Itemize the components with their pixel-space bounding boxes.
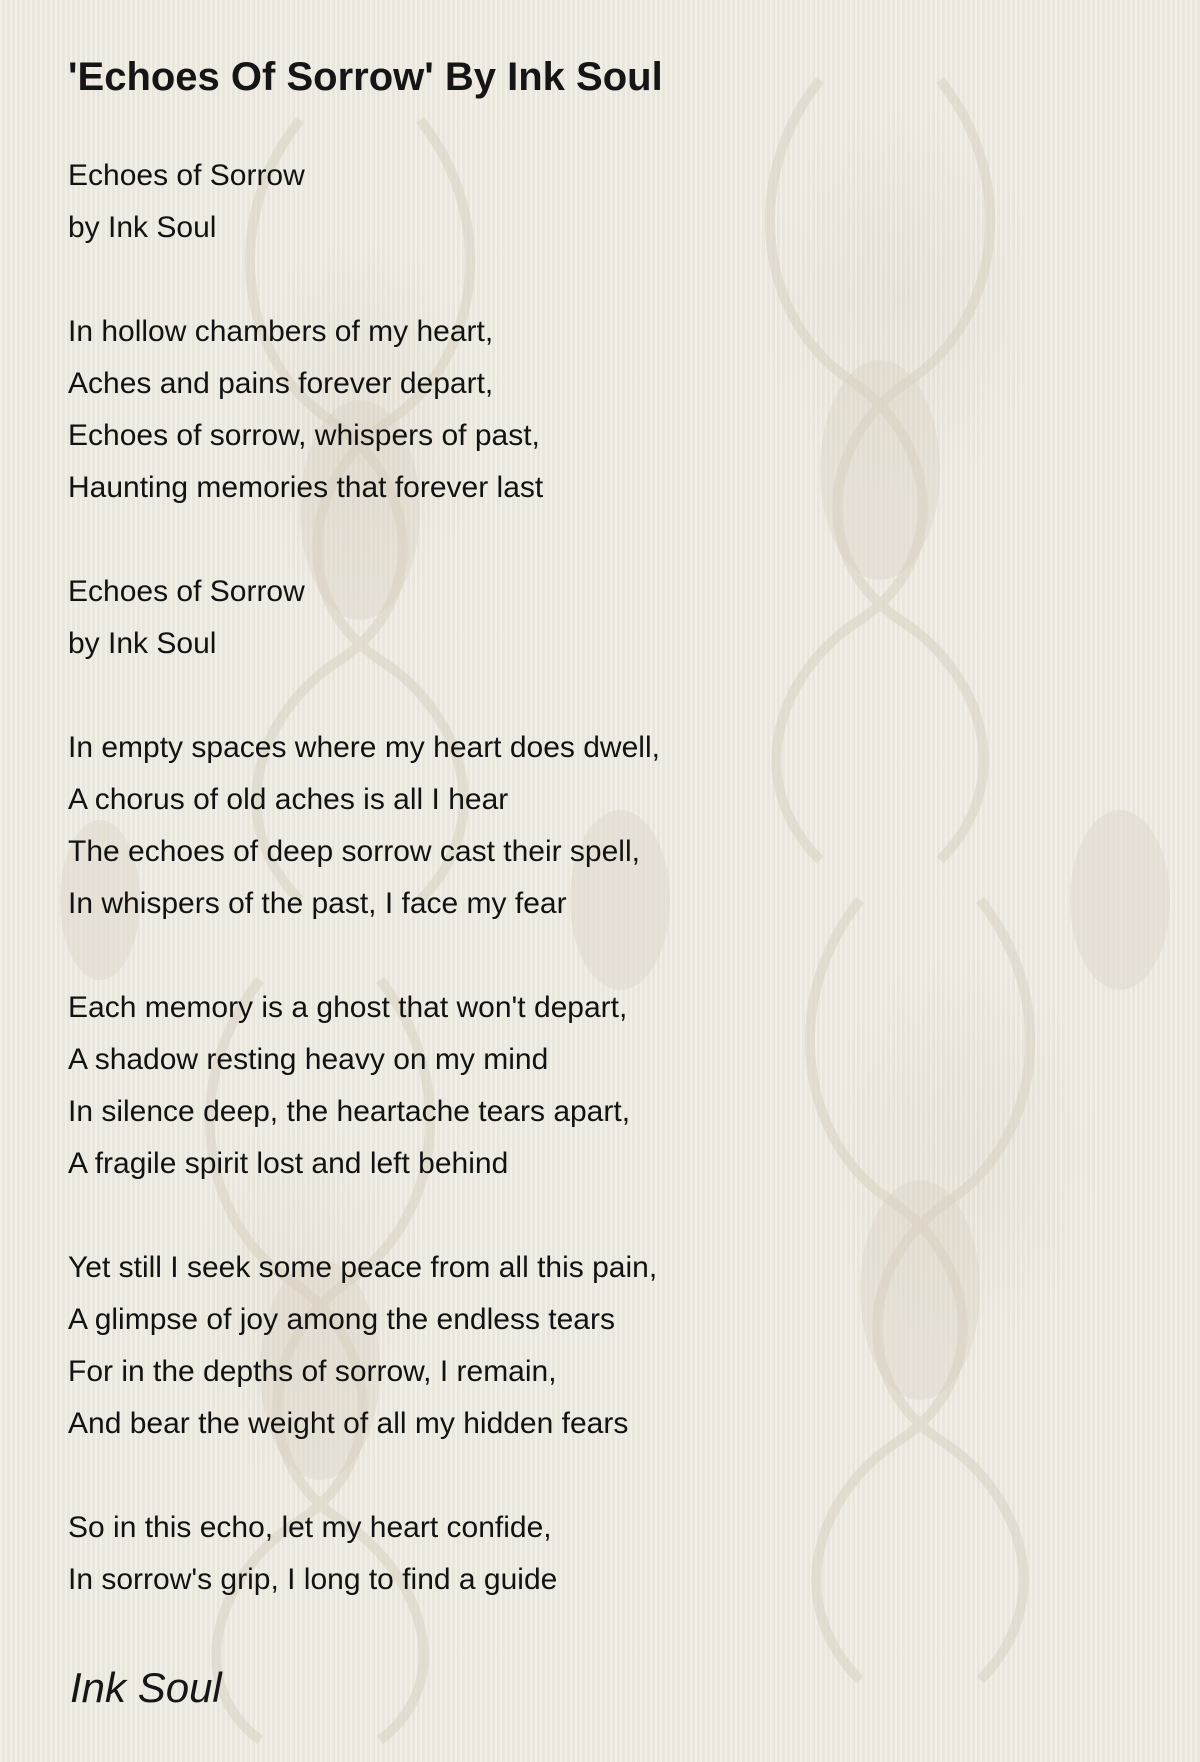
poem-line: In whispers of the past, I face my fear: [68, 887, 567, 920]
stanza-gap: [68, 1450, 1148, 1502]
poem-line: A chorus of old aches is all I hear: [68, 783, 509, 816]
poem-line: Echoes of sorrow, whispers of past,: [68, 419, 540, 452]
stanza-gap: [68, 670, 1148, 722]
poem-line: And bear the weight of all my hidden fears: [68, 1407, 629, 1440]
poem-line: In empty spaces where my heart does dwell,: [68, 731, 660, 764]
poem-line: For in the depths of sorrow, I remain,: [68, 1355, 557, 1388]
author-signature: Ink Soul: [70, 1664, 222, 1711]
poem-line: In hollow chambers of my heart,: [68, 315, 494, 348]
poem-line: Yet still I seek some peace from all this pain,: [68, 1251, 658, 1284]
poem-line: In sorrow's grip, I long to find a guide: [68, 1563, 558, 1596]
poem-line: So in this echo, let my heart confide,: [68, 1511, 552, 1544]
poem-line: The echoes of deep sorrow cast their spell,: [68, 835, 640, 868]
poem-line: Haunting memories that forever last: [68, 471, 544, 504]
poem-line: A fragile spirit lost and left behind: [68, 1147, 509, 1180]
poem-line: Each memory is a ghost that won't depart,: [68, 991, 628, 1024]
stanza-gap: [68, 254, 1148, 306]
poem-line: In silence deep, the heartache tears apart,: [68, 1095, 631, 1128]
poem-header-title: Echoes of Sorrow: [68, 575, 305, 608]
poem-header-title: Echoes of Sorrow: [68, 159, 305, 192]
stanza-gap: [68, 1190, 1148, 1242]
page-title: 'Echoes Of Sorrow' By Ink Soul: [68, 55, 663, 99]
poem-line: A glimpse of joy among the endless tears: [68, 1303, 615, 1336]
poem-body: [68, 150, 1148, 1606]
poem-header-byline: by Ink Soul: [68, 211, 217, 244]
poem-line: Aches and pains forever depart,: [68, 367, 494, 400]
poem-line: A shadow resting heavy on my mind: [68, 1043, 549, 1076]
poem-header-byline: by Ink Soul: [68, 627, 217, 660]
stanza-gap: [68, 514, 1148, 566]
stanza-gap: [68, 930, 1148, 982]
